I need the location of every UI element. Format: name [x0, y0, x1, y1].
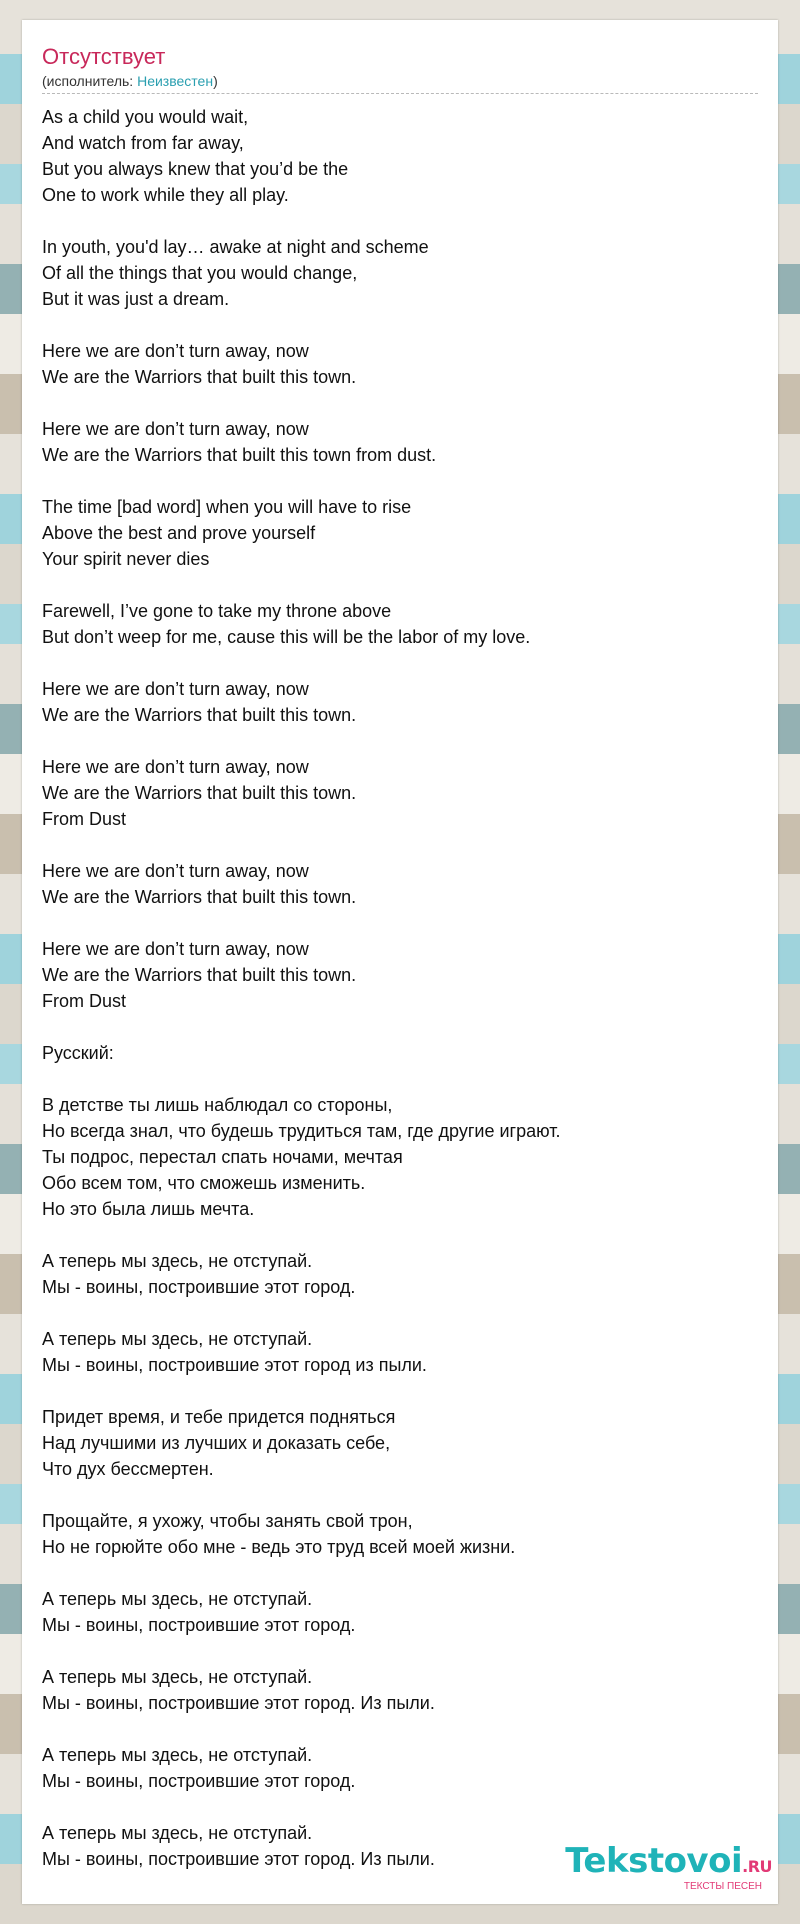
lyric-line: From Dust — [42, 809, 127, 829]
lyric-line: Here we are don’t turn away, now — [42, 419, 309, 439]
lyric-line: А теперь мы здесь, не отступай. — [42, 1251, 313, 1271]
lyric-line: Мы - воины, построившие этот город. Из пыли. — [42, 1693, 435, 1713]
lyrics-card — [22, 20, 778, 1904]
logo-wordmark — [565, 1841, 772, 1884]
lyric-line: Над лучшими из лучших и доказать себе, — [42, 1433, 391, 1453]
lyric-blank-line — [42, 468, 758, 494]
logo-name: Tekstovoi — [565, 1841, 743, 1881]
lyric-line: We are the Warriors that built this town. — [42, 705, 357, 725]
lyric-line: Но всегда знал, что будешь трудиться там, где другие играют. — [42, 1121, 561, 1141]
lyric-line: One to work while they all play. — [42, 185, 289, 205]
lyric-line: Here we are don’t turn away, now — [42, 861, 309, 881]
lyric-blank-line — [42, 1300, 758, 1326]
lyric-line: The time [bad word] when you will have to rise — [42, 497, 412, 517]
lyric-line: В детстве ты лишь наблюдал со стороны, — [42, 1095, 393, 1115]
lyric-line: Here we are don’t turn away, now — [42, 757, 309, 777]
lyric-line: Ты подрос, перестал спать ночами, мечтая — [42, 1147, 403, 1167]
lyric-blank-line — [42, 1794, 758, 1820]
logo-tld: .RU — [742, 1857, 772, 1876]
lyric-line: А теперь мы здесь, не отступай. — [42, 1823, 313, 1843]
lyric-blank-line — [42, 390, 758, 416]
lyric-line: Но не горюйте обо мне - ведь это труд всей моей жизни. — [42, 1537, 516, 1557]
artist-prefix: (исполнитель: — [42, 73, 138, 89]
lyric-line: Мы - воины, построившие этот город. — [42, 1615, 356, 1635]
lyric-blank-line — [42, 208, 758, 234]
lyric-line: А теперь мы здесь, не отступай. — [42, 1589, 313, 1609]
artist-suffix: ) — [213, 73, 218, 89]
lyric-blank-line — [42, 1482, 758, 1508]
title-divider — [42, 93, 758, 94]
lyric-line: Что дух бессмертен. — [42, 1459, 214, 1479]
lyric-blank-line — [42, 1014, 758, 1040]
lyric-line: And watch from far away, — [42, 133, 244, 153]
lyric-line: We are the Warriors that built this town from dust. — [42, 445, 437, 465]
lyric-blank-line — [42, 1560, 758, 1586]
song-title: Отсутствует — [42, 44, 166, 69]
lyric-blank-line — [42, 312, 758, 338]
lyric-line: А теперь мы здесь, не отступай. — [42, 1745, 313, 1765]
artist-line — [42, 72, 218, 90]
lyric-line: Мы - воины, построившие этот город из пыли. — [42, 1355, 427, 1375]
lyric-line: But don’t weep for me, cause this will be the labor of my love. — [42, 627, 531, 647]
lyric-line: We are the Warriors that built this town. — [42, 965, 357, 985]
lyric-blank-line — [42, 728, 758, 754]
lyric-line: Your spirit never dies — [42, 549, 210, 569]
lyric-line: Here we are don’t turn away, now — [42, 939, 309, 959]
lyric-line: Обо всем том, что сможешь изменить. — [42, 1173, 366, 1193]
lyric-line: In youth, you'd lay… awake at night and scheme — [42, 237, 429, 257]
lyric-blank-line — [42, 1222, 758, 1248]
lyric-line: Of all the things that you would change, — [42, 263, 358, 283]
lyric-line: Мы - воины, построившие этот город. — [42, 1277, 356, 1297]
lyric-blank-line — [42, 1638, 758, 1664]
lyric-line: Но это была лишь мечта. — [42, 1199, 255, 1219]
lyric-line: We are the Warriors that built this town. — [42, 887, 357, 907]
lyric-blank-line — [42, 832, 758, 858]
lyric-blank-line — [42, 1066, 758, 1092]
lyric-blank-line — [42, 1378, 758, 1404]
lyric-line: Farewell, I’ve gone to take my throne above — [42, 601, 392, 621]
lyric-line: Придет время, и тебе придется подняться — [42, 1407, 396, 1427]
lyric-line: Here we are don’t turn away, now — [42, 341, 309, 361]
lyric-line: А теперь мы здесь, не отступай. — [42, 1667, 313, 1687]
lyric-blank-line — [42, 910, 758, 936]
lyric-line: As a child you would wait, — [42, 107, 249, 127]
site-logo[interactable] — [565, 1841, 772, 1892]
lyric-line: We are the Warriors that built this town. — [42, 367, 357, 387]
lyric-blank-line — [42, 1716, 758, 1742]
lyric-line: From Dust — [42, 991, 127, 1011]
lyric-line: Мы - воины, построившие этот город. Из пыли. — [42, 1849, 435, 1869]
lyric-line: Мы - воины, построившие этот город. — [42, 1771, 356, 1791]
lyric-line: But you always knew that you’d be the — [42, 159, 349, 179]
lyric-line: Русский: — [42, 1043, 114, 1063]
lyric-line: But it was just a dream. — [42, 289, 230, 309]
lyric-blank-line — [42, 650, 758, 676]
artist-link[interactable]: Неизвестен — [137, 73, 214, 89]
lyric-line: Here we are don’t turn away, now — [42, 679, 309, 699]
lyric-line: Прощайте, я ухожу, чтобы занять свой трон, — [42, 1511, 413, 1531]
lyric-line: We are the Warriors that built this town. — [42, 783, 357, 803]
lyric-line: Above the best and prove yourself — [42, 523, 316, 543]
lyric-blank-line — [42, 572, 758, 598]
lyrics-body — [42, 104, 758, 1872]
logo-tagline: ТЕКСТЫ ПЕСЕН — [683, 1881, 762, 1892]
lyric-line: А теперь мы здесь, не отступай. — [42, 1329, 313, 1349]
